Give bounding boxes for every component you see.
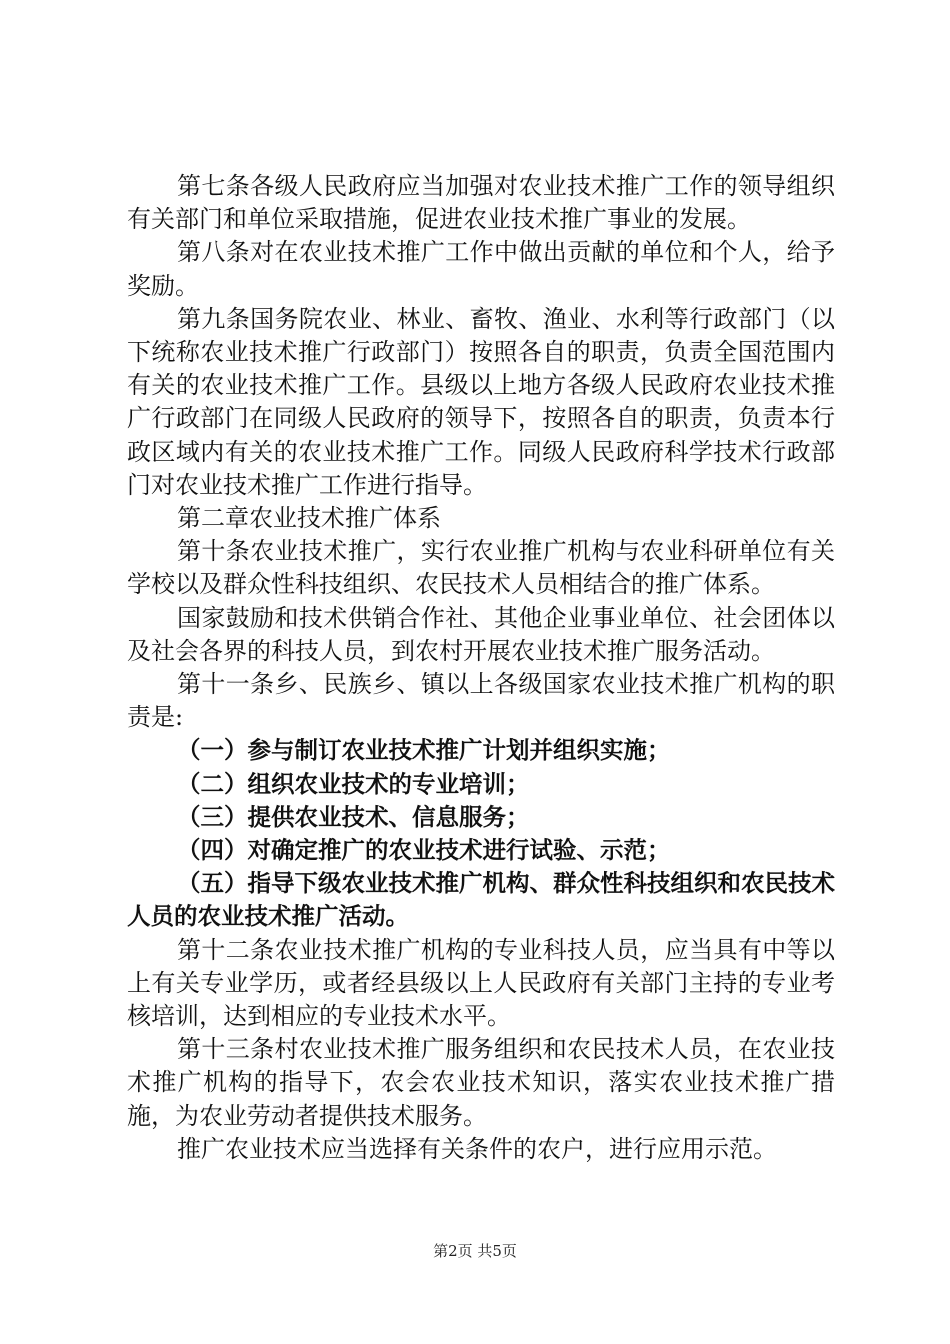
list-item: （二）组织农业技术的专业培训； — [177, 769, 530, 798]
article-13: 第十三条村农业技术推广服务组织和农民技术人员，在农业技术推广机构的指导下，农会农业技术知识，落实农业技术推广措施，为农业劳动者提供技术服务。 — [127, 1035, 835, 1130]
article-13-paragraph-2: 推广农业技术应当选择有关条件的农户，进行应用示范。 — [177, 1134, 777, 1163]
article-11: 第十一条乡、民族乡、镇以上各级国家农业技术推广机构的职责是: — [127, 670, 835, 732]
list-item: （五）指导下级农业技术推广机构、群众性科技组织和农民技术人员的农业技术推广活动。 — [127, 869, 835, 931]
document-body — [127, 170, 835, 1166]
article-8: 第八条对在农业技术推广工作中做出贡献的单位和个人，给予奖励。 — [127, 238, 835, 300]
page-number-footer: 第2页 共5页 — [433, 1242, 517, 1260]
article-10: 第十条农业技术推广，实行农业推广机构与农业科研单位有关学校以及群众性科技组织、农民技术人员相结合的推广体系。 — [127, 537, 835, 599]
article-12: 第十二条农业技术推广机构的专业科技人员，应当具有中等以上有关专业学历，或者经县级以上人民政府有关部门主持的专业考核培训，达到相应的专业技术水平。 — [127, 935, 835, 1031]
article-7: 第七条各级人民政府应当加强对农业技术推广工作的领导组织有关部门和单位采取措施，促进农业技术推广事业的发展。 — [127, 172, 835, 234]
article-10-paragraph-2: 国家鼓励和技术供销合作社、其他企业事业单位、社会团体以及社会各界的科技人员，到农村开展农业技术推广服务活动。 — [127, 603, 835, 665]
article-9: 第九条国务院农业、林业、畜牧、渔业、水利等行政部门（以下统称农业技术推广行政部门）按照各自的职责，负责全国范围内有关的农业技术推广工作。县级以上地方各级人民政府农业技术推广行政部门在同级人民政府的领导下，按照各自的职责，负责本行政区域内有关的农业技术推广工作。同级人民政府科学技术行政部门对农业技术推广工作进行指导。 — [127, 304, 835, 499]
list-item: （三）提供农业技术、信息服务； — [177, 802, 530, 831]
list-item: （一）参与制订农业技术推广计划并组织实施； — [177, 736, 671, 765]
chapter-2-heading: 第二章农业技术推广体系 — [177, 504, 441, 533]
list-item: （四）对确定推广的农业技术进行试验、示范； — [177, 836, 671, 865]
